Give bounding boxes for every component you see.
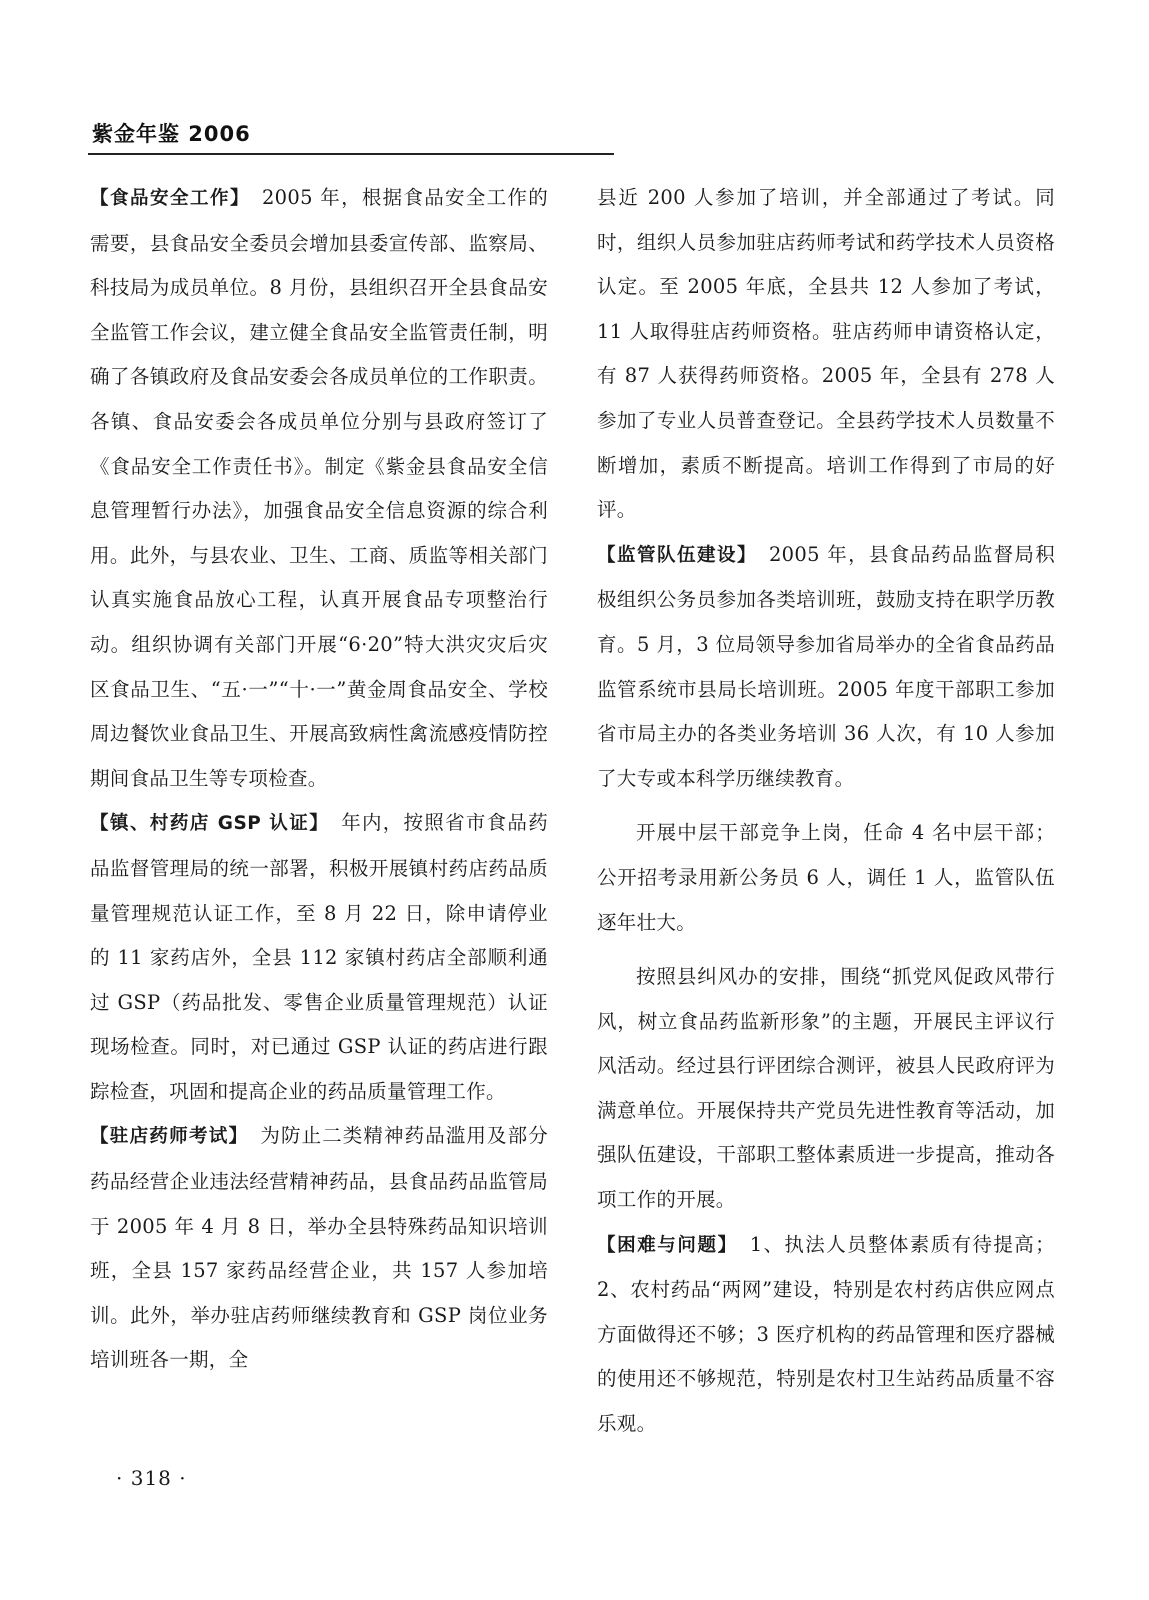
section-heading: 【食品安全工作】 xyxy=(90,188,250,209)
section-text: 县近 200 人参加了培训，并全部通过了考试。同时，组织人员参加驻店药师考试和药学技术人员资格认定。至 2005 年底，全县共 12 人参加了考试，11 人取得驻店药师资格。驻店药师申请资格认定，有 87 人获得药师资格。2005 年，全县有 278 人参加了专业人员普查登记。全县药学技术人员数量不断增加，素质不断提高。培训工作得到了市局的好评。 xyxy=(597,186,1055,522)
section-heading: 【镇、村药店 GSP 认证】 xyxy=(90,813,330,835)
paragraph-text: 开展中层干部竞争上岗，任命 4 名中层干部；公开招考录用新公务员 6 人，调任 1 人，监管队伍逐年壮大。 xyxy=(597,821,1055,934)
running-head: 紫金年鉴 2006 xyxy=(92,122,251,146)
section-text: 2005 年，根据食品安全工作的需要，县食品安全委员会增加县委宣传部、监察局、科技局为成员单位。8 月份，县组织召开全县食品安全监管工作会议，建立健全食品安全监管责任制，明确了各镇政府及食品安委会各成员单位的工作职责。各镇、食品安委会各成员单位分别与县政府签订了《食品安全工作责任书》。制定《紫金县食品安全信息管理暂行办法》，加强食品安全信息资源的综合利用。此外，与县农业、卫生、工商、质监等相关部门认真实施食品放心工程，认真开展食品专项整治行动。组织协调有关部门开展“6·20”特大洪灾灾后灾区食品卫生、“五·一”“十·一”黄金周食品安全、学校周边餐饮业食品卫生、开展高致病性禽流感疫情防控期间食品卫生等专项检查。 xyxy=(90,186,548,790)
section-food-safety xyxy=(90,176,548,801)
section-gsp-certification xyxy=(90,801,548,1114)
section-heading: 【监管队伍建设】 xyxy=(597,544,757,566)
section-text: 2005 年，县食品药品监督局积极组织公务员参加各类培训班，鼓励支持在职学历教育。5 月，3 位局领导参加省局举办的全省食品药品监管系统市县局长培训班。2005 年度干部职工参加省市局主办的各类业务培训 36 人次，有 10 人参加了大专或本科学历继续教育。 xyxy=(597,542,1055,790)
section-heading: 【驻店药师考试】 xyxy=(90,1126,249,1148)
right-column xyxy=(597,176,1055,1447)
paragraph-conduct-review xyxy=(597,955,1055,1223)
page-number: · 318 · xyxy=(116,1466,187,1490)
section-pharmacist-exam-continued xyxy=(597,176,1055,533)
header-rule xyxy=(88,153,614,155)
section-team-building xyxy=(597,533,1055,802)
section-pharmacist-exam xyxy=(90,1114,548,1383)
left-column xyxy=(90,176,548,1383)
paragraph-text: 按照县纠风办的安排，围绕“抓党风促政风带行风，树立食品药监新形象”的主题，开展民主评议行风活动。经过县行评团综合测评，被县人民政府评为满意单位。开展保持共产党员先进性教育等活动，加强队伍建设，干部职工整体素质进一步提高，推动各项工作的开展。 xyxy=(597,965,1055,1212)
section-text: 1、执法人员整体素质有待提高；2、农村药品“两网”建设，特别是农村药店供应网点方面做得还不够；3 医疗机构的药品管理和医疗器械的使用还不够规范，特别是农村卫生站药品质量不容乐观。 xyxy=(597,1232,1055,1436)
section-difficulties xyxy=(597,1223,1055,1447)
paragraph-mid-level-cadres xyxy=(597,811,1055,945)
section-heading: 【困难与问题】 xyxy=(597,1234,738,1256)
section-text: 为防止二类精神药品滥用及部分药品经营企业违法经营精神药品，县食品药品监管局于 2005 年 4 月 8 日，举办全县特殊药品知识培训班，全县 157 家药品经营企业，共 157 人参加培训。此外，举办驻店药师继续教育和 GSP 岗位业务培训班各一期，全 xyxy=(90,1124,548,1372)
section-text: 年内，按照省市食品药品监督管理局的统一部署，积极开展镇村药店药品质量管理规范认证工作，至 8 月 22 日，除申请停业的 11 家药店外，全县 112 家镇村药店全部顺利通过 GSP（药品批发、零售企业质量管理规范）认证现场检查。同时，对已通过 GSP 认证的药店进行跟踪检查，巩固和提高企业的药品质量管理工作。 xyxy=(90,811,548,1103)
